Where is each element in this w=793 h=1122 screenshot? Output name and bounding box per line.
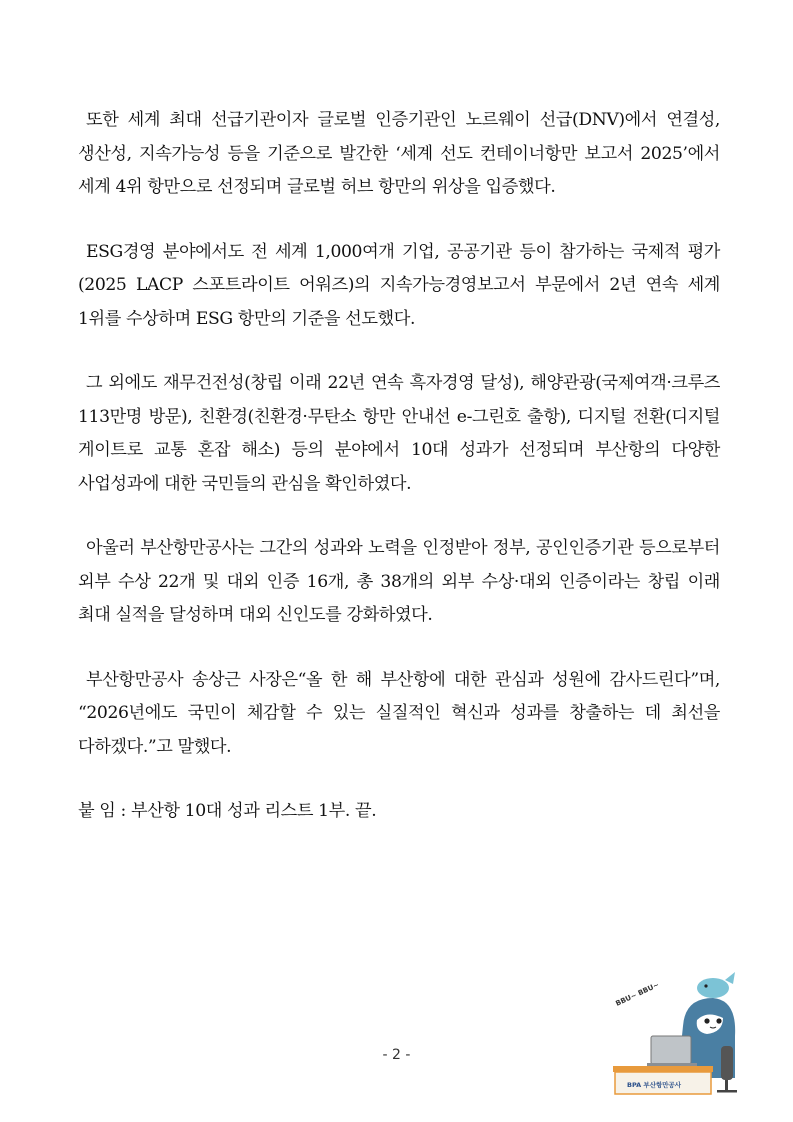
- paragraph-ceo-quote: 부산항만공사 송상근 사장은“올 한 해 부산항에 대한 관심과 성원에 감사드린다”며, “2026년에도 국민이 체감할 수 있는 실질적인 혁신과 성과를 창출하는 데 최선을 다하겠다.”고 말했다.: [78, 669, 720, 757]
- mascot-illustration: [613, 966, 738, 1096]
- desk-icon: [613, 1066, 713, 1072]
- laptop-icon: [651, 1036, 691, 1064]
- document-body: [78, 104, 720, 829]
- paragraph-top10-achievements: 그 외에도 재무건전성(창립 이래 22년 연속 흑자경영 달성), 해양관광(국제여객·크루즈 113만명 방문), 친환경(친환경·무탄소 항만 안내선 e-그린호 출항), 디지털 전환(디지털 게이트로 교통 혼잡 해소) 등의 분야에서 10대 성과가 선정되며 부산항의 다양한 사업성과에 대한 국민들의 관심을 확인하였다.: [78, 373, 720, 494]
- attachment-note: 붙 임 : 부산항 10대 성과 리스트 1부. 끝.: [78, 801, 377, 821]
- mascot-speech-text: BBU~ BBU~: [614, 980, 661, 1008]
- paragraph-dnv-ranking: 또한 세계 최대 선급기관이자 글로벌 인증기관인 노르웨이 선급(DNV)에서 연결성, 생산성, 지속가능성 등을 기준으로 발간한 ‘세계 선도 컨테이너항만 보고서 2025’에서 세계 4위 항만으로 선정되며 글로벌 허브 항만의 위상을 입증했다.: [78, 110, 720, 197]
- paragraph-external-awards: 아울러 부산항만공사는 그간의 성과와 노력을 인정받아 정부, 공인인증기관 등으로부터 외부 수상 22개 및 대외 인증 16개, 총 38개의 외부 수상·대외 인증이라는 창립 이래 최대 실적을 달성하며 대외 신인도를 강화하였다.: [78, 538, 720, 625]
- paragraph-esg-award: ESG경영 분야에서도 전 세계 1,000여개 기업, 공공기관 등이 참가하는 국제적 평가(2025 LACP 스포트라이트 어워즈)의 지속가능경영보고서 부문에서 2년 연속 세계 1위를 수상하며 ESG 항만의 기준을 선도했다.: [78, 241, 720, 329]
- page-number: - 2 -: [382, 1047, 411, 1063]
- bpa-logo: BPA 부산항만공사: [627, 1081, 682, 1089]
- mini-whale-icon: [697, 978, 729, 998]
